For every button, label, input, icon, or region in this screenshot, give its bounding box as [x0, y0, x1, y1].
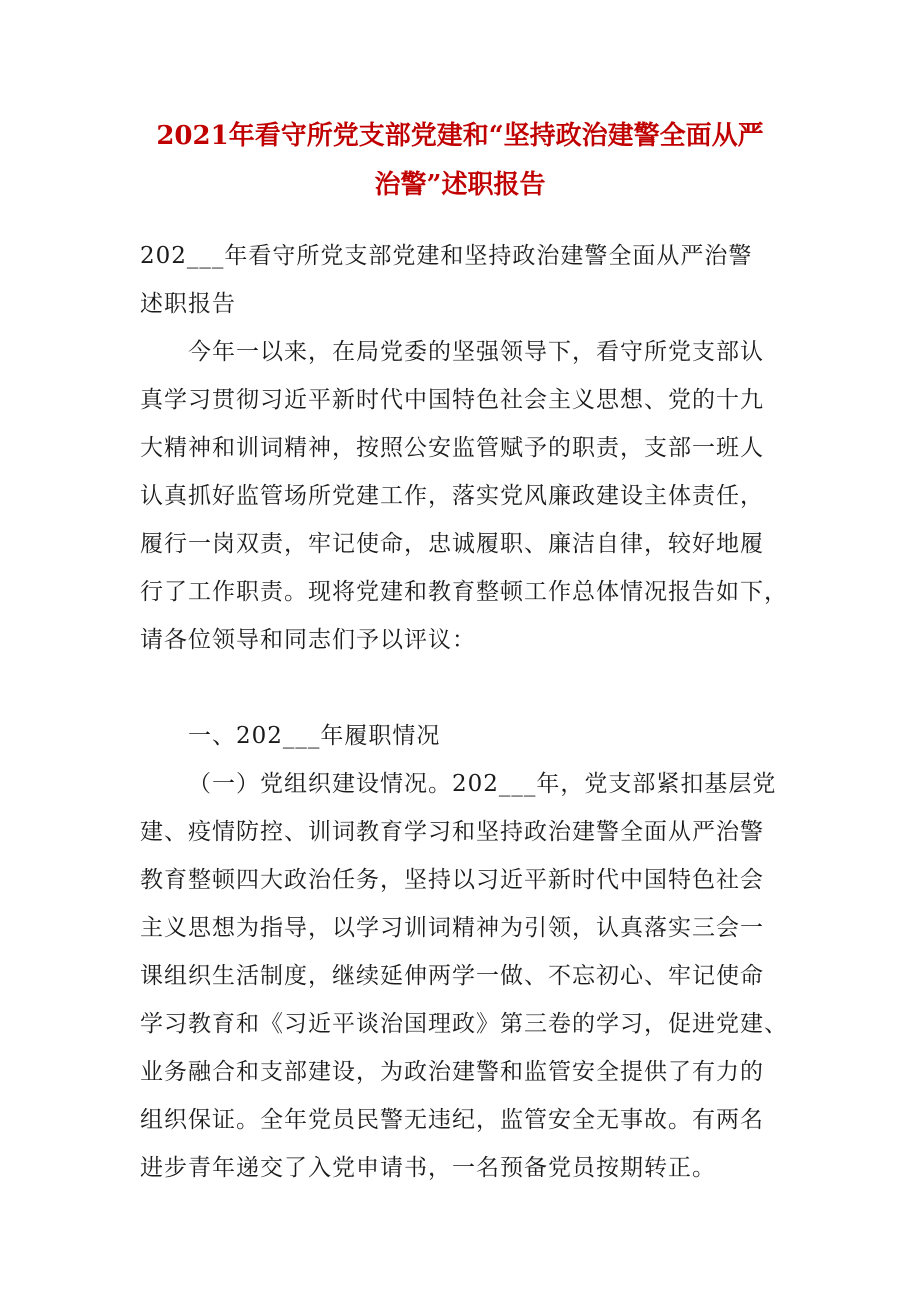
section-1-para-line: 学习教育和《习近平谈治国理政》第三卷的学习，促进党建、	[140, 1011, 788, 1037]
intro-line: 真学习贯彻习近平新时代中国特色社会主义思想、党的十九	[140, 387, 764, 413]
intro-line: 大精神和训词精神，按照公安监管赋予的职责，支部一班人	[140, 435, 764, 461]
intro-line: 今年一以来，在局党委的坚强领导下，看守所党支部认	[188, 339, 764, 365]
section-1-heading: 一、202___年履职情况	[188, 723, 441, 749]
section-1-para-line: 主义思想为指导，以学习训词精神为引领，认真落实三会一	[140, 915, 764, 941]
section-1-para-line: 业务融合和支部建设，为政治建警和监管安全提供了有力的	[140, 1059, 764, 1085]
intro-line: 请各位领导和同志们予以评议：	[140, 627, 476, 653]
intro-line: 认真抓好监管场所党建工作，落实党风廉政建设主体责任，	[140, 483, 764, 509]
intro-line: 行了工作职责。现将党建和教育整顿工作总体情况报告如下，	[140, 579, 788, 605]
section-1-para-line: 教育整顿四大政治任务，坚持以习近平新时代中国特色社会	[140, 867, 764, 893]
section-1-para-line: （一）党组织建设情况。202___年，党支部紧扣基层党	[188, 771, 777, 797]
section-1-para-line: 课组织生活制度，继续延伸两学一做、不忘初心、牢记使命	[140, 963, 764, 989]
subtitle-line-1: 202___年看守所党支部党建和坚持政治建警全面从严治警	[140, 243, 753, 269]
section-1-para-line: 建、疫情防控、训词教育学习和坚持政治建警全面从严治警	[140, 819, 764, 845]
document-title-line-2: 治警”述职报告	[374, 170, 546, 200]
section-1-para-line: 组织保证。全年党员民警无违纪，监管安全无事故。有两名	[140, 1107, 764, 1133]
section-1-para-line: 进步青年递交了入党申请书，一名预备党员按期转正。	[140, 1155, 716, 1181]
subtitle-line-2: 述职报告	[140, 291, 236, 317]
document-title-line-1: 2021年看守所党支部党建和“坚持政治建警全面从严	[156, 121, 764, 151]
intro-line: 履行一岗双责，牢记使命，忠诚履职、廉洁自律，较好地履	[140, 531, 764, 557]
